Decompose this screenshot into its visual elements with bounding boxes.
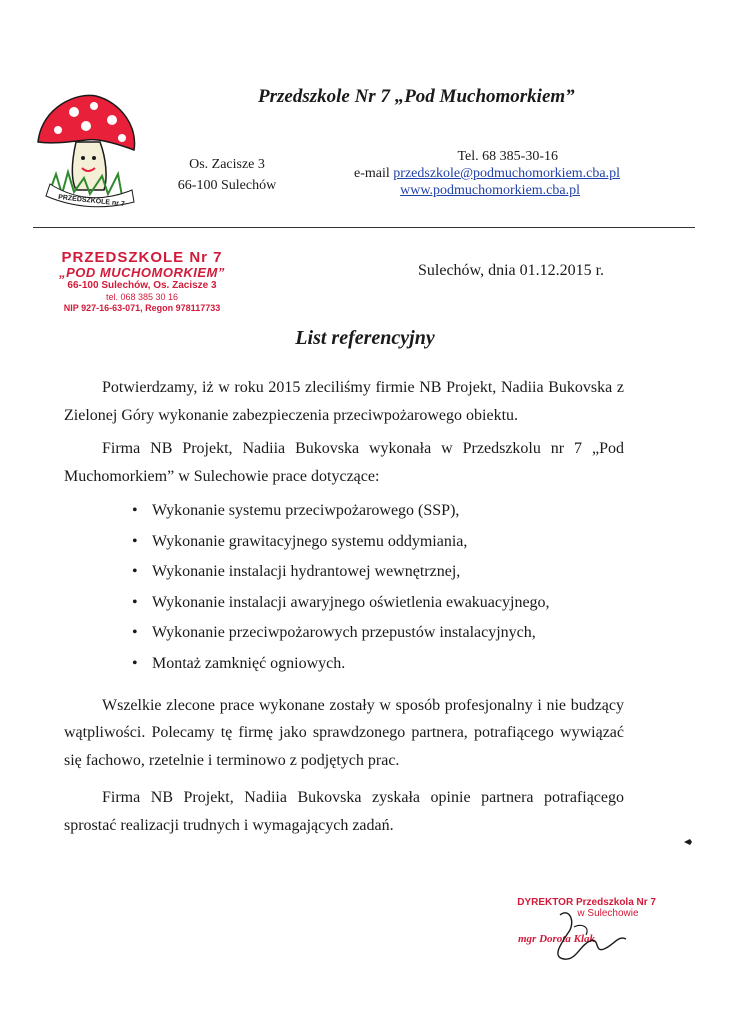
list-item: • Wykonanie instalacji hydrantowej wewnętrznej, xyxy=(152,557,624,588)
document-title: List referencyjny xyxy=(295,327,435,349)
list-item: • Wykonanie systemu przeciwpożarowego (SSP), xyxy=(152,496,624,527)
signature-line-1: DYREKTOR Przedszkola Nr 7 xyxy=(517,897,656,908)
email-link[interactable]: przedszkole@podmuchomorkiem.cba.pl xyxy=(393,166,620,181)
mushroom-logo xyxy=(28,86,148,212)
stamp-line-4: tel. 068 385 30 16 xyxy=(105,292,179,302)
logo-text: PRZEDSZKOLE nr 7 xyxy=(57,194,126,208)
paragraph-4: Firma NB Projekt, Nadiia Bukovska zyskała opinie partnera potrafiącego sprostać realizacji trudnych i wymagających zadań. xyxy=(64,789,624,834)
website-link[interactable]: www.podmuchomorkiem.cba.pl xyxy=(400,183,580,198)
list-item: • Wykonanie przeciwpożarowych przepustów instalacyjnych, xyxy=(152,618,624,649)
signature-line-3: mgr Dorota Klak xyxy=(518,933,596,945)
paragraph-3: Wszelkie zlecone prace wykonane zostały w sposób profesjonalny i nie budzący wątpliwości. Polecamy tę firmę jako sprawdzonego partnera, potrafiącego wywiązać się fachowo, rzetelnie i terminowo z podjętych prac. xyxy=(64,696,624,769)
email-label: e-mail xyxy=(354,166,394,181)
ink-mark xyxy=(684,832,692,838)
institution-address xyxy=(172,154,282,196)
header-divider xyxy=(33,227,695,228)
list-item: • Wykonanie instalacji awaryjnego oświetlenia ewakuacyjnego, xyxy=(152,588,624,619)
list-item: • Wykonanie grawitacyjnego systemu oddymiania, xyxy=(152,527,624,558)
list-item: • Montaż zamknięć ogniowych. xyxy=(152,649,624,680)
address-line-1: Os. Zacisze 3 xyxy=(189,157,265,172)
stamp-line-3: 66-100 Sulechów, Os. Zacisze 3 xyxy=(67,280,217,291)
document-date: Sulechów, dnia 01.12.2015 r. xyxy=(418,262,605,279)
works-list xyxy=(64,496,624,680)
stamp-line-5: NIP 927-16-63-071, Regon 978117733 xyxy=(63,303,221,313)
stamp-line-2: „POD MUCHOMORKIEM” xyxy=(59,265,225,280)
institution-name: Przedszkole Nr 7 „Pod Muchomorkiem” xyxy=(258,86,575,107)
handwritten-signature xyxy=(530,905,650,965)
paragraph-1: Potwierdzamy, iż w roku 2015 zleciliśmy firmie NB Projekt, Nadiia Bukovska z Zielonej Góry wykonanie zabezpieczenia przeciwpożarowego obiektu. xyxy=(64,379,624,424)
contact-block xyxy=(330,148,620,199)
phone-text: Tel. 68 385-30-16 xyxy=(457,149,558,164)
address-line-2: 66-100 Sulechów xyxy=(177,178,277,193)
signature-line-2: w Sulechowie xyxy=(577,908,639,919)
letter-body xyxy=(64,374,624,839)
stamp-line-1: PRZEDSZKOLE Nr 7 xyxy=(61,249,223,266)
institution-stamp xyxy=(52,250,232,314)
paragraph-2: Firma NB Projekt, Nadiia Bukovska wykonała w Przedszkolu nr 7 „Pod Muchomorkiem” w Sulechowie prace dotyczące: xyxy=(64,440,624,485)
